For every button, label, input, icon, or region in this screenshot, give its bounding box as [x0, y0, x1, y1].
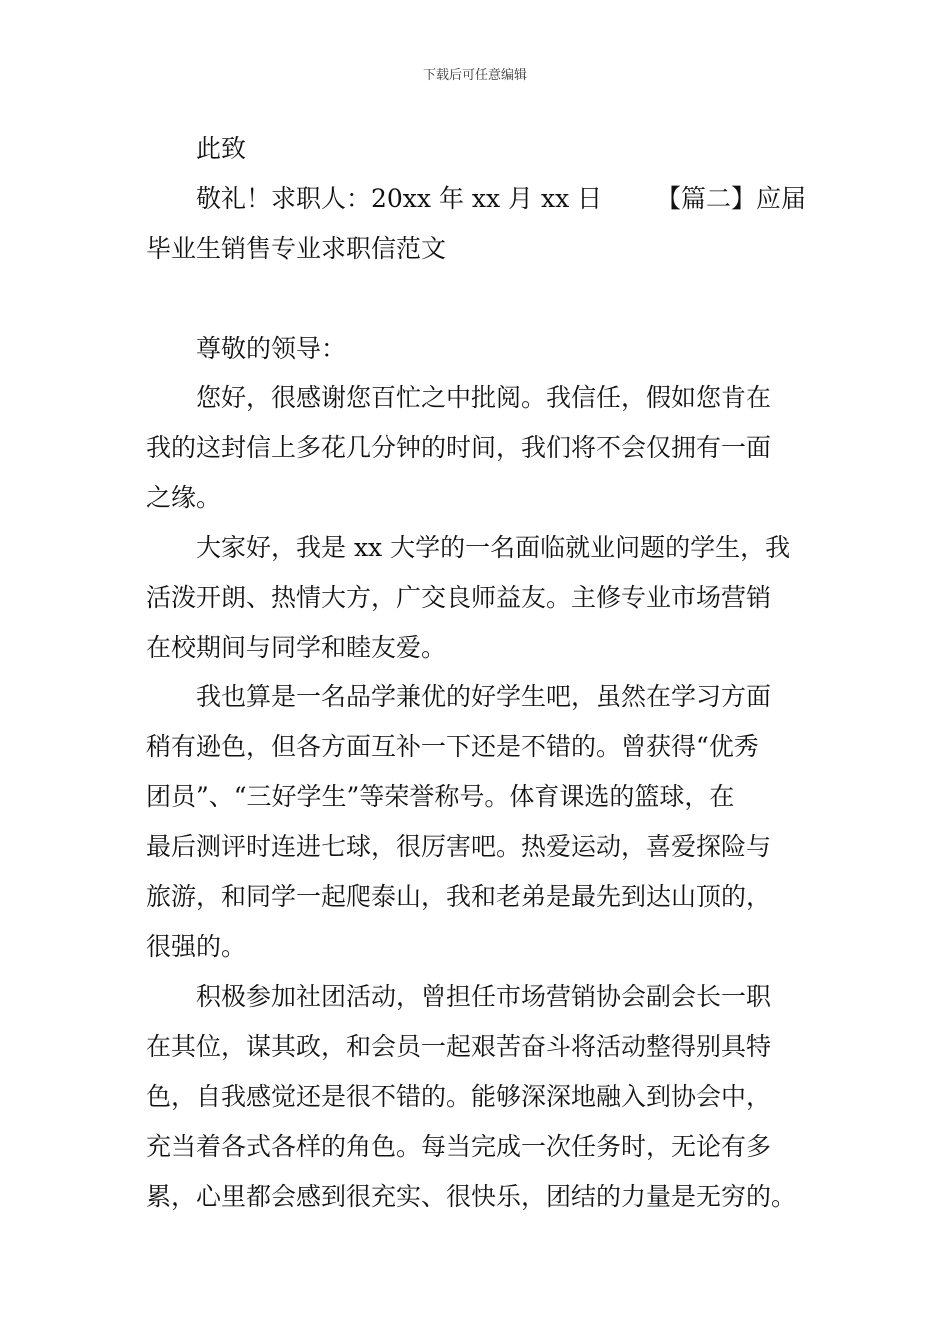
body-line: 很强的。	[146, 932, 247, 961]
salute-text: 敬礼！求职人：20xx 年 xx 月 xx 日	[196, 184, 603, 213]
body-line: 旅游，和同学一起爬泰山，我和老弟是最先到达山顶的，	[146, 882, 772, 911]
body-line: 积极参加社团活动，曾担任市场营销协会副会长一职	[196, 982, 772, 1011]
body-line: 您好，很感谢您百忙之中批阅。我信任，假如您肯在	[196, 383, 772, 412]
body-line: 之缘。	[146, 483, 222, 512]
greeting-line: 尊敬的领导：	[196, 334, 347, 363]
body-line: 色，自我感觉还是很不错的。能够深深地融入到协会中，	[146, 1082, 772, 1111]
page-header-note: 下载后可任意编辑	[422, 68, 527, 83]
body-line: 大家好，我是 xx 大学的一名面临就业问题的学生，我	[196, 533, 791, 562]
body-line: 在校期间与同学和睦友爱。	[146, 633, 447, 662]
body-line: 活泼开朗、热情大方，广交良师益友。主修专业市场营销	[146, 583, 772, 612]
closing-line: 此致	[196, 134, 247, 163]
body-line: 我的这封信上多花几分钟的时间，我们将不会仅拥有一面	[146, 433, 772, 462]
body-line: 累，心里都会感到很充实、很快乐，团结的力量是无穷的。	[146, 1182, 797, 1211]
body-line: 充当着各式各样的角色。每当完成一次任务时，无论有多	[146, 1132, 772, 1161]
body-line: 团员”、“三好学生”等荣誉称号。体育课选的篮球，在	[146, 782, 735, 811]
body-line: 我也算是一名品学兼优的好学生吧，虽然在学习方面	[196, 682, 772, 711]
salute-line	[196, 184, 806, 214]
body-line: 在其位，谋其政，和会员一起艰苦奋斗将活动整得别具特	[146, 1032, 772, 1061]
section-title: 毕业生销售专业求职信范文	[146, 234, 447, 263]
body-line: 最后测评时连进七球，很厉害吧。热爱运动，喜爱探险与	[146, 832, 772, 861]
body-line: 稍有逊色，但各方面互补一下还是不错的。曾获得“优秀	[146, 732, 759, 761]
section-tag: 【篇二】应届	[655, 184, 806, 213]
